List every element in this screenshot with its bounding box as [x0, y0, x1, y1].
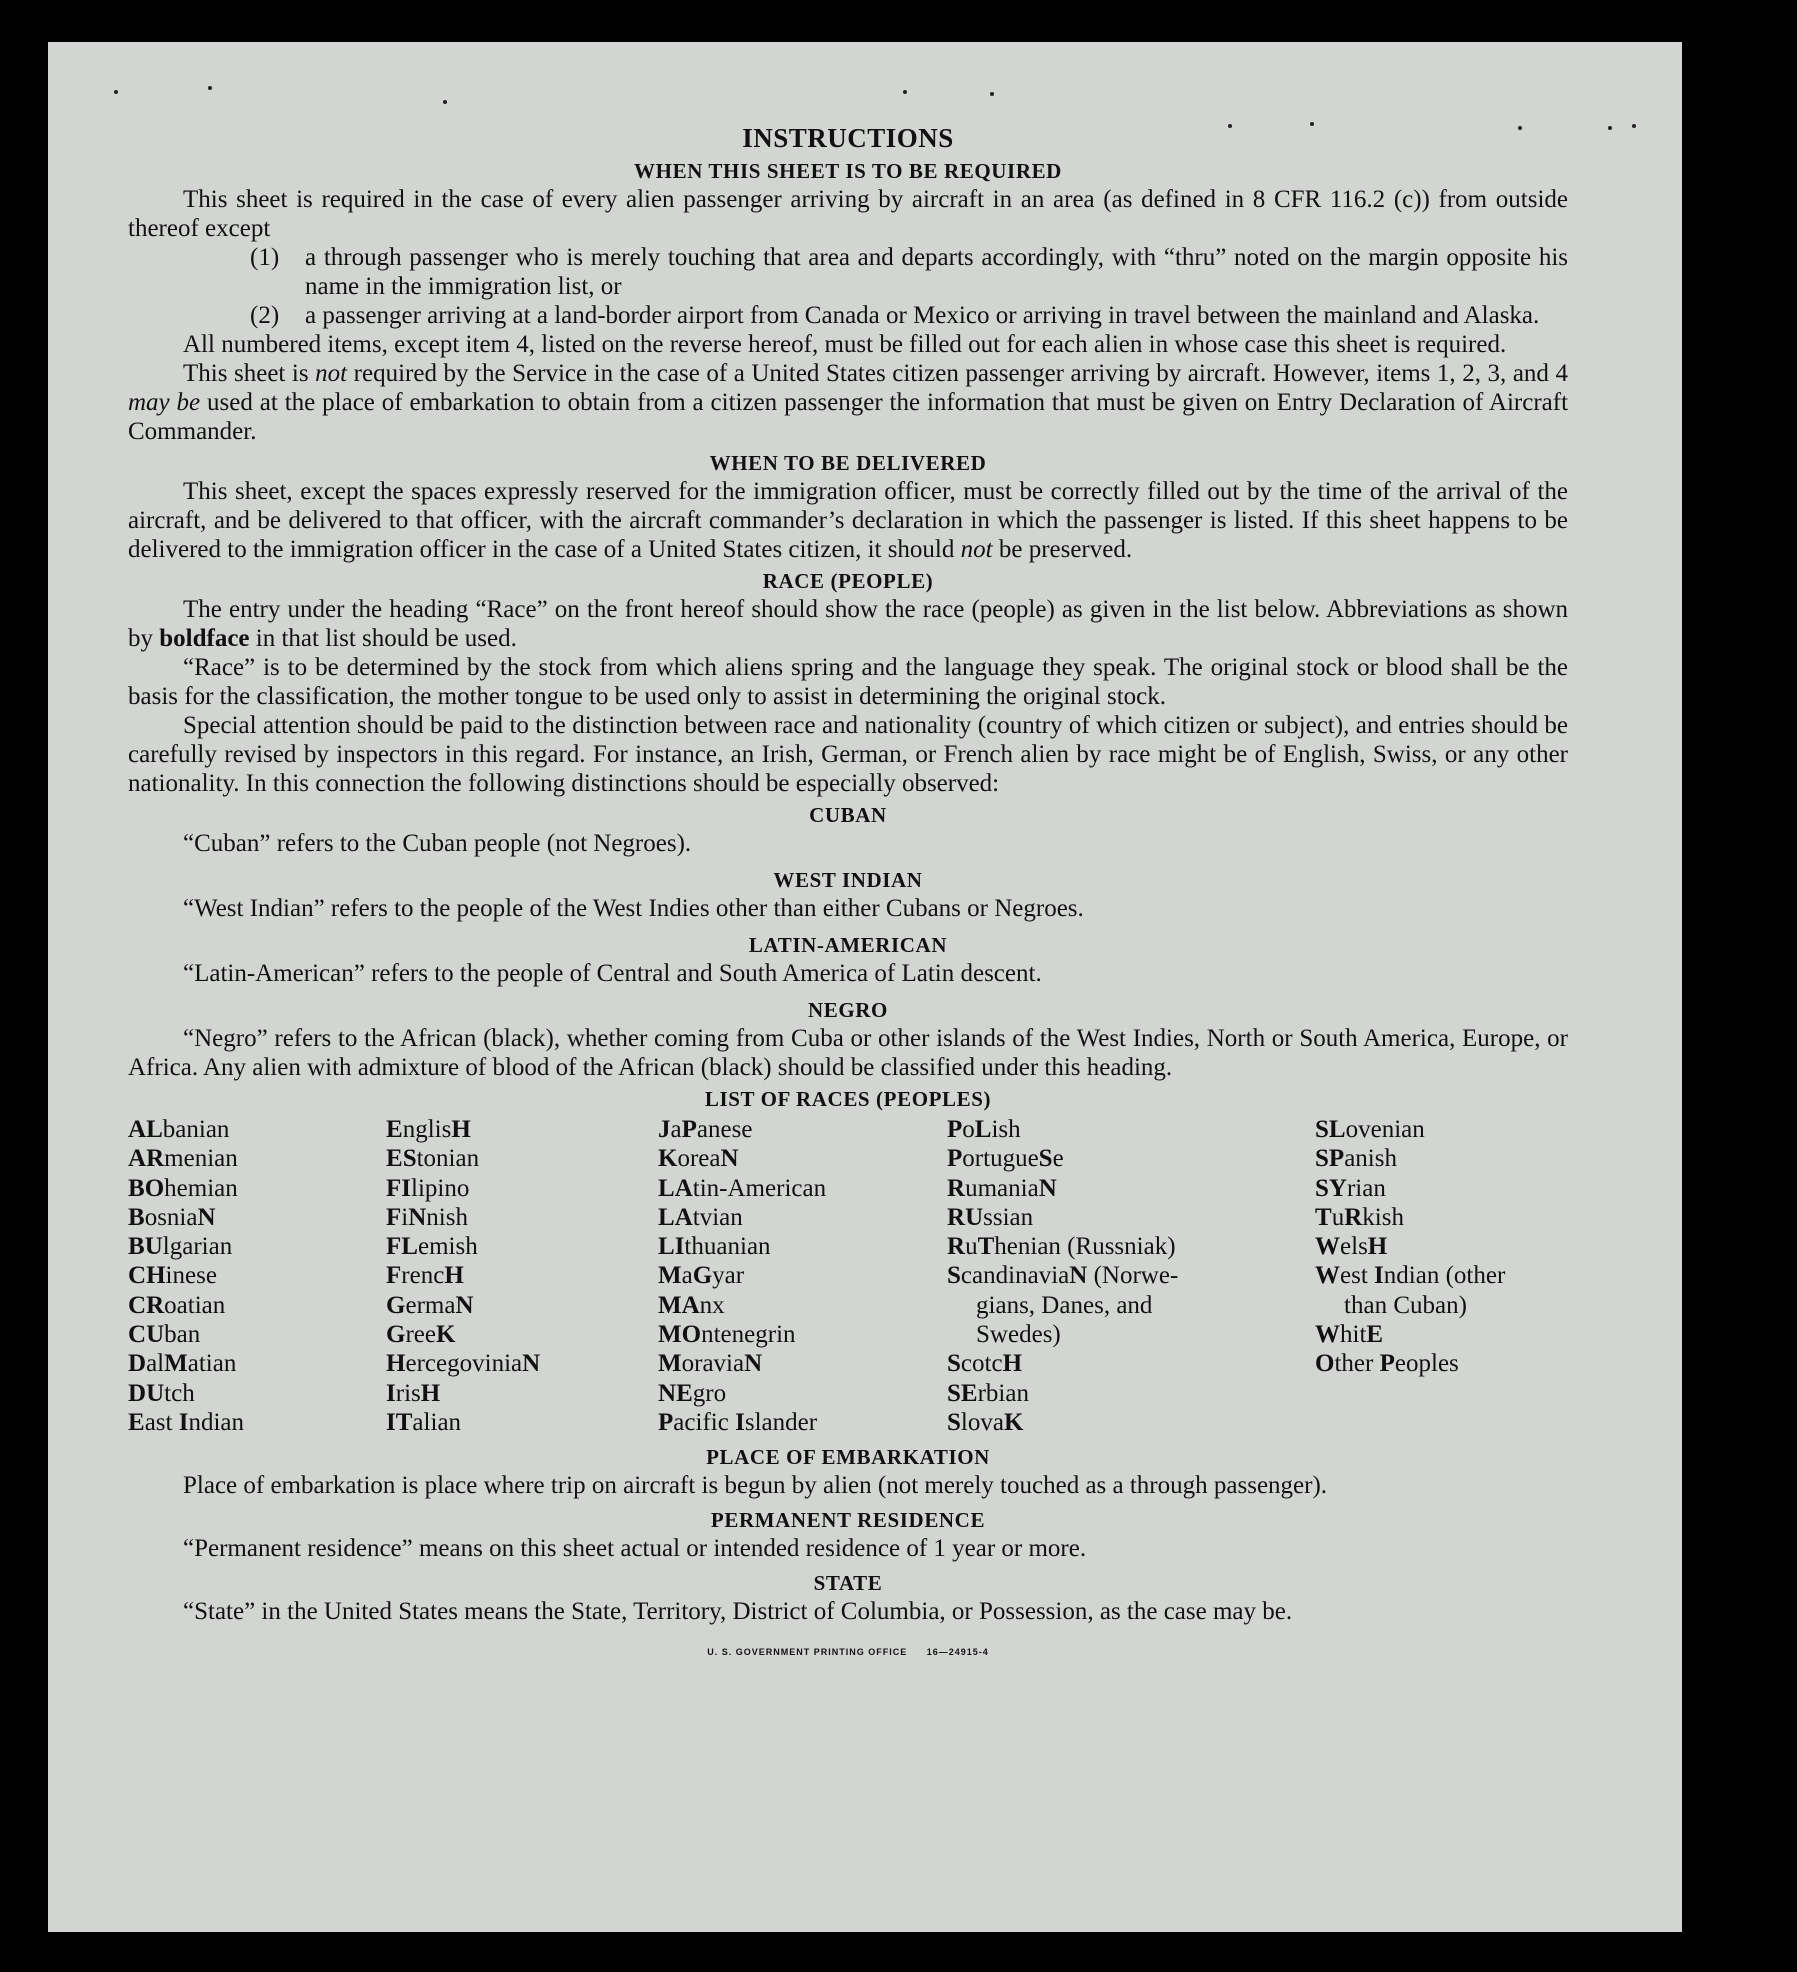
race-list-item: than Cuban) [1344, 1291, 1467, 1319]
definition-heading-negro: NEGRO [807, 998, 888, 1022]
race-list-item: DalMatian [128, 1350, 237, 1378]
race-list-item: SYrian [1315, 1174, 1386, 1202]
race-list-item: FIlipino [386, 1174, 470, 1202]
race-list-item: NEgro [658, 1379, 727, 1407]
race-list-item: MOntenegrin [658, 1321, 796, 1349]
race-list-item: RumaniaN [947, 1174, 1057, 1202]
race-list-item: Swedes) [976, 1321, 1061, 1349]
race-list-item: KoreaN [658, 1145, 739, 1173]
exception-number: (1) [250, 244, 280, 271]
section-heading-state: STATE [813, 1571, 883, 1596]
race-list-item: MAnx [658, 1291, 725, 1319]
scan-speck [208, 86, 212, 90]
section-heading-race: RACE (PEOPLE) [762, 569, 934, 593]
race-list-item: GreeK [386, 1321, 456, 1349]
scan-speck [1608, 126, 1612, 130]
race-determination-paragraph: “Race” is to be determined by the stock from which aliens spring and the language they speak. The original stock or blood shall be the basis for the classification, the mother tongue to be used only to assist in determining the original stock. [128, 654, 1568, 710]
race-list-item: West Indian (other [1315, 1262, 1506, 1290]
race-list-item: FLemish [386, 1233, 478, 1261]
race-list-item: ScotcH [947, 1350, 1023, 1378]
race-list-item: SErbian [947, 1379, 1029, 1407]
scan-speck [114, 90, 118, 94]
definition-cuban: “Cuban” refers to the Cuban people (not Negroes). [183, 830, 692, 857]
race-entry-paragraph [128, 595, 1568, 653]
race-list-item: MaGyar [658, 1262, 745, 1290]
races-list [128, 1115, 1568, 1437]
section-heading-required: WHEN THIS SHEET IS TO BE REQUIRED [634, 159, 1062, 183]
race-list-item: SlovaK [947, 1408, 1024, 1436]
race-list-item: DUtch [128, 1379, 195, 1407]
list-of-races-heading: LIST OF RACES (PEOPLES) [704, 1087, 992, 1111]
race-list-item: CUban [128, 1321, 201, 1349]
race-list-item: MoraviaN [658, 1350, 763, 1378]
race-list-item: RUssian [947, 1203, 1034, 1231]
race-list-item: SLovenian [1315, 1116, 1425, 1143]
definition-negro: “Negro” refers to the African (black), whether coming from Cuba or other islands of the West Indies, North or South America, Europe, or Africa. Any alien with admixture of blood of the African (black) should be classified under this heading. [128, 1025, 1568, 1081]
race-list-item: gians, Danes, and [976, 1291, 1153, 1319]
text-run: used at the place of embarkation to obtain from a citizen passenger the information that must be given on Entry Declaration of Aircraft Commander. [128, 389, 1569, 445]
race-list-item: ARmenian [128, 1145, 238, 1173]
text-run: This sheet, except the spaces expressly reserved for the immigration officer, must be correctly filled out by the time of the arrival of the aircraft, and be delivered to that officer, with the aircraft commander’s declaration in which the passenger is listed. If this sheet happens to be delivered to the immigration officer in the case of a United States citizen, it should [128, 478, 1568, 563]
race-list-item: LAtin-American [658, 1174, 827, 1202]
race-list-item: WhitE [1315, 1321, 1384, 1349]
race-list-item: LAtvian [658, 1203, 743, 1231]
printer-footer [128, 1638, 1568, 1667]
race-list-item: ScandinaviaN (Norwe- [947, 1262, 1179, 1290]
race-list-item: RuThenian (Russniak) [947, 1233, 1176, 1261]
definition-west-indian: “West Indian” refers to the people of the West Indies other than either Cubans or Negroes. [183, 895, 1084, 922]
race-list-item: JaPanese [658, 1116, 753, 1143]
exception-text: a passenger arriving at a land-border airport from Canada or Mexico or arriving in travel between the mainland and Alaska. [305, 302, 1540, 329]
race-list-item: FiNnish [386, 1203, 468, 1231]
exception-number: (2) [250, 302, 280, 329]
race-list-item: ALbanian [128, 1116, 230, 1143]
document-page [48, 42, 1682, 1932]
race-list-item: Other Peoples [1315, 1350, 1459, 1378]
instructions-content [128, 124, 1568, 1667]
race-list-item: PortugueSe [947, 1145, 1064, 1173]
race-list-item: FrencH [386, 1262, 464, 1290]
emphasis-text: not [315, 360, 348, 387]
emphasis-text: not [960, 536, 993, 563]
citizen-paragraph [128, 359, 1568, 446]
scan-speck [903, 90, 907, 94]
text-run: This sheet is [183, 360, 316, 387]
race-list-item: HercegoviniaN [386, 1350, 541, 1378]
printer-name: U. S. GOVERNMENT PRINTING OFFICE [707, 1647, 908, 1658]
emphasis-text: may be [128, 389, 201, 416]
race-list-item: WelsH [1315, 1233, 1388, 1261]
races-column [947, 1115, 1315, 1437]
races-column [658, 1115, 947, 1437]
exception-text: a through passenger who is merely touching that area and departs accordingly, with “thru” noted on the margin opposite his name in the immigration list, or [305, 244, 1568, 300]
race-list-item: BOhemian [128, 1174, 238, 1202]
definition-heading-latin-american: LATIN-AMERICAN [748, 933, 948, 957]
races-column [128, 1115, 386, 1437]
page-title: INSTRUCTIONS [742, 123, 954, 153]
race-list-item: EnglisH [386, 1116, 471, 1143]
scan-speck [443, 100, 447, 104]
race-list-item: TuRkish [1315, 1203, 1404, 1231]
race-list-item: East Indian [128, 1408, 245, 1436]
race-list-item: Pacific Islander [658, 1408, 818, 1436]
section-heading-delivered: WHEN TO BE DELIVERED [709, 451, 987, 475]
residence-paragraph: “Permanent residence” means on this sheet actual or intended residence of 1 year or more. [183, 1535, 1087, 1563]
race-list-item: PoLish [947, 1116, 1021, 1143]
definition-heading-west-indian: WEST INDIAN [773, 868, 923, 892]
race-list-item: LIthuanian [658, 1233, 771, 1261]
race-list-item: GermaN [386, 1291, 474, 1319]
race-list-item: CRoatian [128, 1291, 226, 1319]
state-paragraph: “State” in the United States means the State, Territory, District of Columbia, or Possession, as the case may be. [183, 1598, 1293, 1626]
embarkation-paragraph: Place of embarkation is place where trip on aircraft is begun by alien (not merely touched as a through passenger). [183, 1472, 1328, 1500]
section-heading-residence: PERMANENT RESIDENCE [710, 1508, 986, 1533]
bold-text: boldface [159, 625, 250, 652]
scan-speck [990, 92, 994, 96]
text-run: be preserved. [992, 536, 1133, 563]
delivery-paragraph [128, 477, 1568, 564]
races-column [386, 1115, 658, 1437]
race-list-item: SPanish [1315, 1145, 1397, 1173]
definition-latin-american: “Latin-American” refers to the people of Central and South America of Latin descent. [183, 960, 1042, 987]
races-column [1315, 1115, 1568, 1437]
text-run: required by the Service in the case of a United States citizen passenger arriving by aircraft. However, items 1, 2, 3, and 4 [347, 360, 1568, 387]
exception-item-1 [250, 243, 1568, 301]
race-list-item: BUlgarian [128, 1233, 233, 1261]
form-code: 16—24915-4 [926, 1647, 989, 1658]
required-intro: This sheet is required in the case of every alien passenger arriving by aircraft in an area (as defined in 8 CFR 116.2 (c)) from outside thereof except [128, 186, 1568, 242]
race-list-item: IrisH [386, 1379, 441, 1407]
race-nationality-paragraph: Special attention should be paid to the distinction between race and nationality (country of which citizen or subject), and entries should be carefully revised by inspectors in this regard. For instance, an Irish, German, or French alien by race might be of English, Swiss, or any other nationality. In this connection the following distinctions should be especially observed: [128, 712, 1568, 797]
race-list-item: EStonian [386, 1145, 480, 1173]
text-run: The entry under the heading “Race” on the front hereof should show the race (people) as given in the list below. Abbreviations as shown by [128, 596, 1568, 652]
exception-item-2 [250, 301, 1568, 330]
definition-heading-cuban: CUBAN [809, 803, 887, 827]
scan-speck [1632, 124, 1636, 128]
section-heading-embarkation: PLACE OF EMBARKATION [706, 1445, 990, 1470]
race-list-item: CHinese [128, 1262, 217, 1290]
numbered-items-paragraph: All numbered items, except item 4, listed on the reverse hereof, must be filled out for each alien in whose case this sheet is required. [183, 331, 1507, 358]
race-list-item: BosniaN [128, 1203, 216, 1231]
race-list-item: ITalian [386, 1408, 462, 1436]
text-run: in that list should be used. [249, 625, 517, 652]
